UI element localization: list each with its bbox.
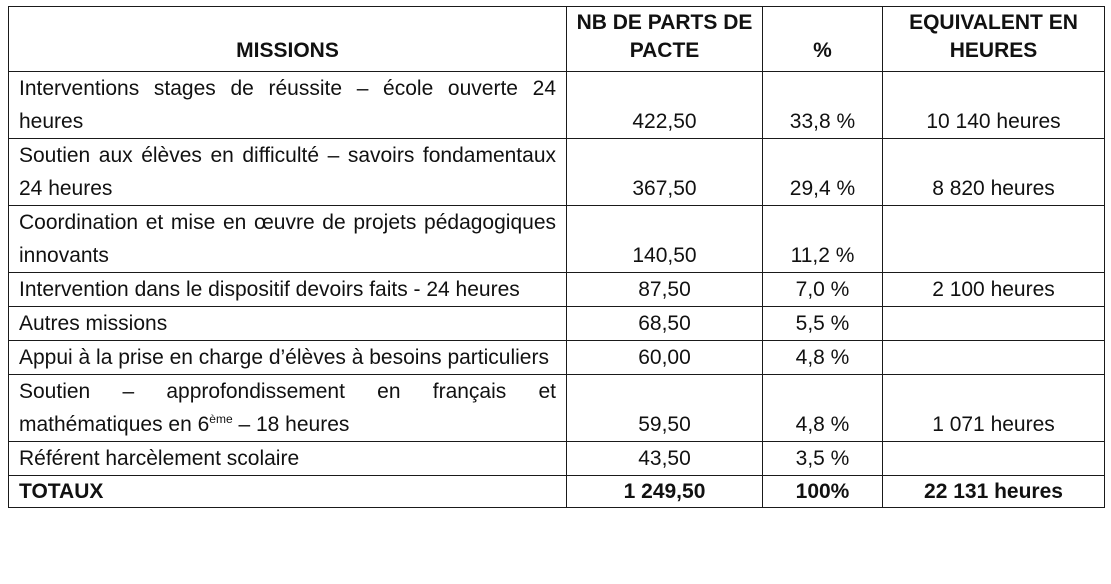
header-missions: MISSIONS xyxy=(9,7,567,72)
parts-cell: 367,50 xyxy=(567,139,763,206)
hours-cell: 10 140 heures xyxy=(883,72,1105,139)
missions-table xyxy=(8,6,1105,508)
percent-cell: 33,8 % xyxy=(763,72,883,139)
mission-cell: Référent harcèlement scolaire xyxy=(9,442,567,476)
percent-cell: 11,2 % xyxy=(763,206,883,273)
mission-text-end: – 18 heures xyxy=(232,413,350,436)
mission-cell: Autres missions xyxy=(9,307,567,341)
mission-cell: Intervention dans le dispositif devoirs faits - 24 heures xyxy=(9,273,567,307)
totals-hours: 22 131 heures xyxy=(883,476,1105,508)
mission-superscript: ème xyxy=(209,412,233,426)
table-row xyxy=(9,442,1105,476)
mission-cell: Appui à la prise en charge d’élèves à besoins particuliers xyxy=(9,341,567,375)
hours-cell xyxy=(883,442,1105,476)
totals-percent: 100% xyxy=(763,476,883,508)
hours-cell: 2 100 heures xyxy=(883,273,1105,307)
parts-cell: 60,00 xyxy=(567,341,763,375)
totals-label: TOTAUX xyxy=(9,476,567,508)
table-row xyxy=(9,341,1105,375)
table-row xyxy=(9,307,1105,341)
table-row xyxy=(9,206,1105,273)
table-row xyxy=(9,273,1105,307)
parts-cell: 68,50 xyxy=(567,307,763,341)
hours-cell: 1 071 heures xyxy=(883,375,1105,442)
percent-cell: 5,5 % xyxy=(763,307,883,341)
parts-cell: 43,50 xyxy=(567,442,763,476)
percent-cell: 4,8 % xyxy=(763,375,883,442)
parts-cell: 140,50 xyxy=(567,206,763,273)
hours-cell: 8 820 heures xyxy=(883,139,1105,206)
totals-parts: 1 249,50 xyxy=(567,476,763,508)
mission-cell: Coordination et mise en œuvre de projets pédagogiques innovants xyxy=(9,206,567,273)
header-parts: NB DE PARTS DE PACTE xyxy=(567,7,763,72)
percent-cell: 4,8 % xyxy=(763,341,883,375)
header-percent: % xyxy=(763,7,883,72)
parts-cell: 87,50 xyxy=(567,273,763,307)
totals-row xyxy=(9,476,1105,508)
table-row xyxy=(9,375,1105,442)
missions-table-container xyxy=(8,6,1105,508)
percent-cell: 29,4 % xyxy=(763,139,883,206)
mission-cell xyxy=(9,375,567,442)
hours-cell xyxy=(883,341,1105,375)
hours-cell xyxy=(883,307,1105,341)
hours-cell xyxy=(883,206,1105,273)
table-row xyxy=(9,139,1105,206)
parts-cell: 59,50 xyxy=(567,375,763,442)
mission-cell: Soutien aux élèves en difficulté – savoirs fondamentaux 24 heures xyxy=(9,139,567,206)
header-row xyxy=(9,7,1105,72)
table-row xyxy=(9,72,1105,139)
percent-cell: 7,0 % xyxy=(763,273,883,307)
percent-cell: 3,5 % xyxy=(763,442,883,476)
mission-text: Soutien – approfondissement en français et mathématiques en 6 xyxy=(19,380,556,436)
mission-cell: Interventions stages de réussite – école ouverte 24 heures xyxy=(9,72,567,139)
parts-cell: 422,50 xyxy=(567,72,763,139)
header-hours: EQUIVALENT EN HEURES xyxy=(883,7,1105,72)
